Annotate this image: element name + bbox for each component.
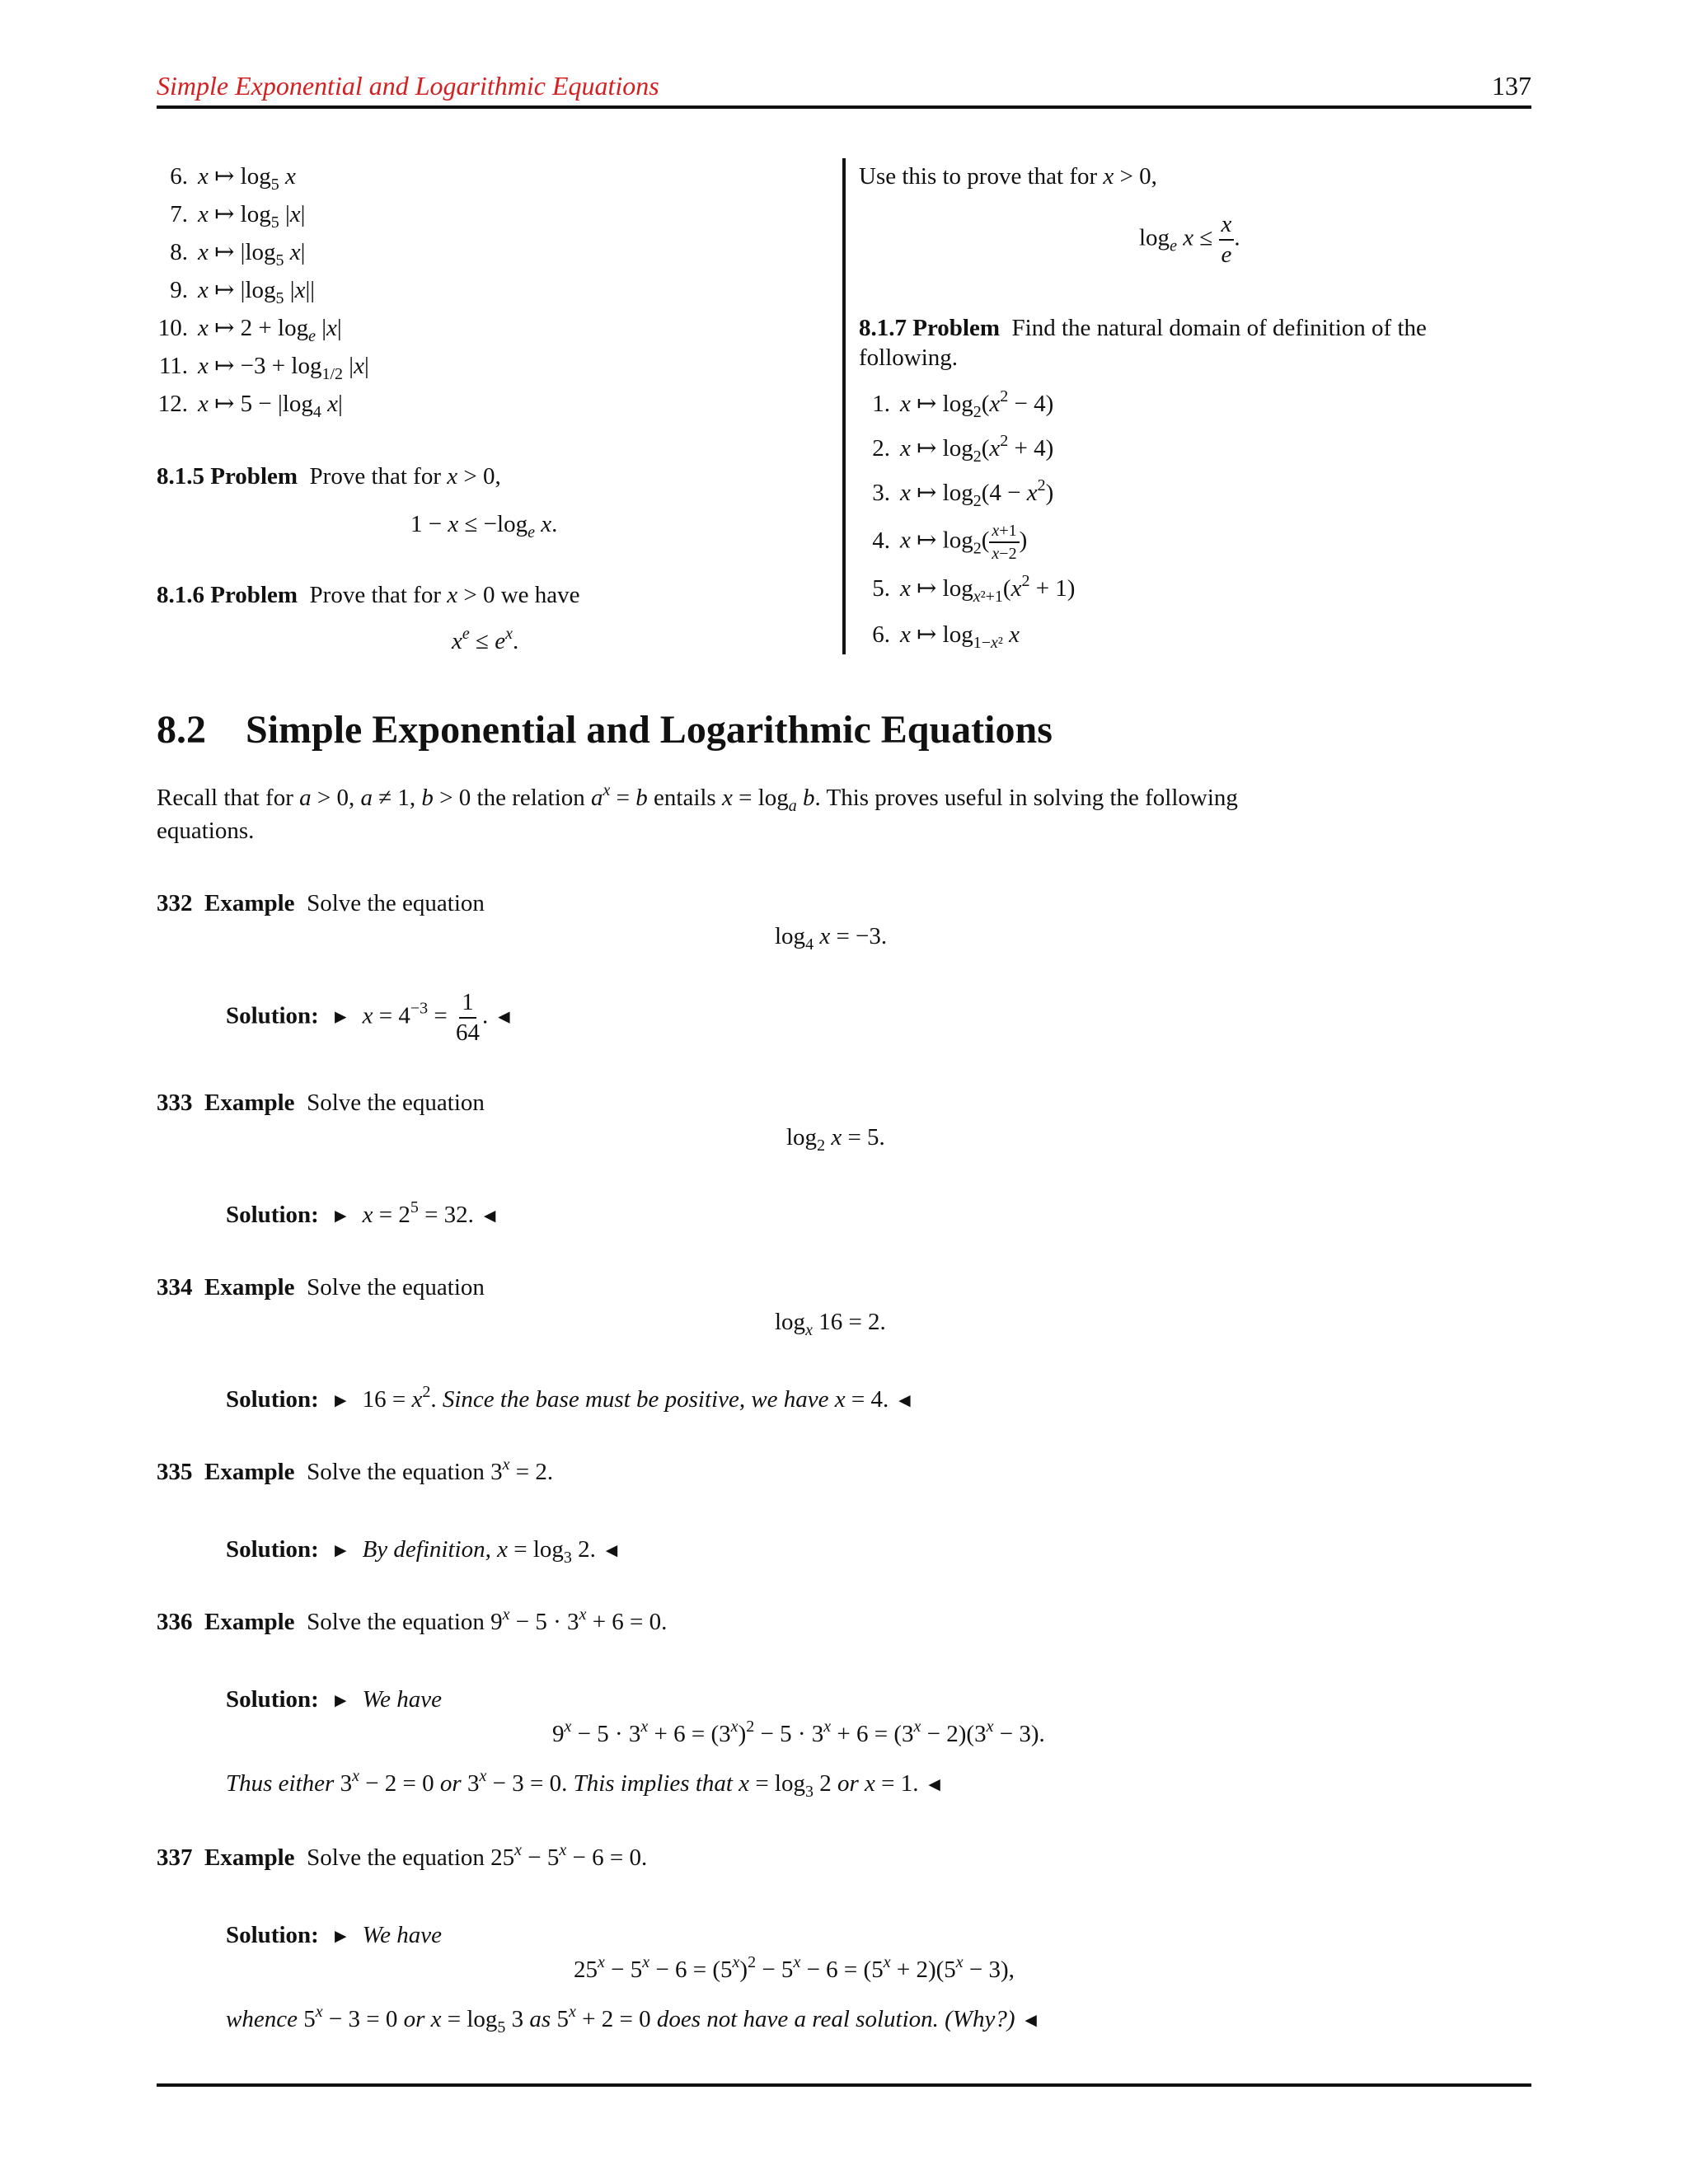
problem-8-1-6: 8.1.6 Problem Prove that for x > 0 we have <box>157 582 580 608</box>
list-item: 8. x ↦ $|\log_5$ x| <box>170 239 306 269</box>
list-item: 2. x ↦ $\log_2(x^2 + 4)$ <box>872 432 1054 466</box>
list-item: 3. x ↦ $\log_2(4 - x^2)$ <box>872 476 1054 510</box>
example-334-equation: $\log_x 16 = 2$. <box>775 1309 886 1339</box>
running-header-title: Simple Exponential and Logarithmic Equations <box>157 71 659 101</box>
example-337-conclusion: whence $5^x - 3 = 0$ or $x = \log_5 3$ as $5^x + 2 = 0$ does not have a real solution. (Why?) ◄ <box>226 2003 1041 2036</box>
section-intro-line2: equations. <box>157 818 255 844</box>
list-item: 9. x ↦ $|\log_5$ |x|| <box>170 277 316 307</box>
list-item: 4. x ↦ $\log_2$( $\frac{x+1}{x-2}$ ) <box>872 522 1028 563</box>
example-333: 333 Example Solve the equation <box>157 1090 485 1116</box>
list-item: 10. x ↦ $2 + \log_e |x|$ <box>157 315 342 345</box>
example-336-display: $9^x - 5 \cdot 3^x + 6 = (3^x)^2 - 5 \cdot 3^x + 6 = (3^x - 2)(3^x - 3)$. <box>552 1718 1045 1747</box>
example-334-solution: Solution: ► $16 = x^2$. Since the base must be positive, we have x = 4. ◄ <box>226 1383 915 1413</box>
example-336-solution: Solution: ► We have <box>226 1686 442 1713</box>
problem-8-1-5-formula: $1 - x \le -\log_e$ x. <box>410 511 558 541</box>
example-333-solution: Solution: ► $x = 2^5 = 32$. ◄ <box>226 1198 499 1228</box>
list-item: 7. x ↦ $\log_5 |x|$ <box>170 201 306 232</box>
example-332: 332 Example Solve the equation <box>157 890 485 916</box>
list-item: 6. x ↦ $\log_{1-x^2} x$ <box>872 621 1020 652</box>
section-heading: 8.2 Simple Exponential and Logarithmic Equations <box>157 708 1053 752</box>
problem-8-1-5: 8.1.5 Problem Prove that for x > 0, <box>157 463 501 490</box>
example-332-equation: $\log_4 x = -3$. <box>775 923 888 954</box>
section-intro: Recall that for a > 0, a ≠ 1, b > 0 the relation $a^x = b$ entails $x = \log_a b$. This proves useful in solving the following <box>157 781 1238 815</box>
example-333-equation: $\log_2 x = 5$. <box>786 1124 885 1155</box>
list-item: 12. x ↦ $5 - |\log_4$ x| <box>157 391 343 421</box>
example-335-solution: Solution: ► By definition, $x = \log_3 2$. ◄ <box>226 1536 621 1567</box>
footer-rule <box>157 2083 1531 2087</box>
header-rule <box>157 105 1531 109</box>
problem-8-1-6-formula: $x^e \le e^x$. <box>452 625 519 654</box>
example-337-solution: Solution: ► We have <box>226 1922 442 1948</box>
problem-8-1-7-line2: following. <box>859 344 959 371</box>
example-332-solution: Solution: ► $x = 4^{-3}$ = $\frac{1}{64}$ . ◄ <box>226 989 514 1046</box>
example-337-display: $25^x - 5^x - 6 = (5^x)^2 - 5^x - 6 = (5^x + 2)(5^x - 3)$, <box>574 1953 1015 1983</box>
right-intro-formula: $\log_e x$ ≤ $\frac{x}{e}$ . <box>1139 211 1240 268</box>
right-intro-text: Use this to prove that for x > 0, <box>859 163 1157 190</box>
list-item: 1. x ↦ $\log_2(x^2 - 4)$ <box>872 387 1054 421</box>
problem-8-1-7: 8.1.7 Problem Find the natural domain of definition of the <box>859 315 1427 341</box>
column-divider <box>842 158 846 654</box>
example-334: 334 Example Solve the equation <box>157 1274 485 1301</box>
example-336-conclusion: Thus either $3^x - 2 = 0$ or $3^x - 3 = 0$. This implies that $x = \log_3 2$ or x = 1. ◄ <box>226 1767 945 1801</box>
example-335: 335 Example Solve the equation $3^x = 2$. <box>157 1455 554 1485</box>
page-number: 137 <box>1492 71 1531 101</box>
example-337: 337 Example Solve the equation $25^x - 5^x - 6 = 0$. <box>157 1841 648 1871</box>
list-item: 11. x ↦ $-3 + \log_{1/2} |x|$ <box>158 353 369 383</box>
list-item: 6. x ↦ $\log_5 x$ <box>170 163 296 194</box>
list-item: 5. x ↦ $\log_{x^2+1}(x^2 + 1)$ <box>872 572 1076 606</box>
example-336: 336 Example Solve the equation $9^x - 5 \cdot 3^x + 6 = 0$. <box>157 1605 668 1635</box>
